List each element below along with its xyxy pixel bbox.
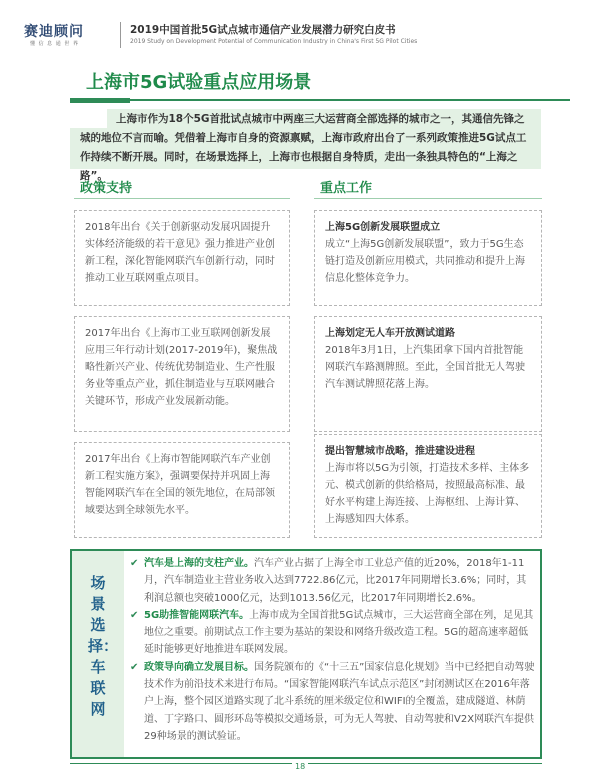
policy-heading-line [74, 198, 290, 199]
check-icon: ✔ [130, 609, 139, 621]
policy-text: 2018年出台《关于创新驱动发展巩固提升实体经济能级的若干意见》强力推进产业创新工程，深化智能网联汽车创新行动，同时推动工业互联网重点项目。 [85, 222, 275, 284]
work-title: 上海划定无人车开放测试道路 [325, 328, 455, 339]
work-box [314, 434, 542, 538]
work-text: 上海市将以5G为引领，打造技术多样、主体多元、模式创新的供给格局，按照最高标准、最好水平构建上海连接、上海枢纽、上海计算、上海感知四大体系。 [325, 463, 530, 525]
bullet-text: 上海市成为全国首批5G试点城市，三大运营商全部在列，足见其地位之重要。前期试点工作主要为基站的架设和网络升级改造工程。5G的超高速率超低延时能够更好地推进车联网发展。 [144, 609, 534, 656]
work-title: 提出智慧城市战略，推进建设进程 [325, 446, 475, 457]
check-icon: ✔ [130, 558, 139, 569]
work-heading-line [314, 198, 542, 199]
logo: 赛迪顾问 [24, 24, 84, 40]
work-text: 成立“上海5G创新发展联盟”，致力于5G生态链打造及创新应用模式，共同推动和提升上海信息化整体竞争力。 [325, 239, 525, 284]
header-divider [120, 22, 121, 48]
bullet-title: 汽车是上海的支柱产业。 [144, 558, 254, 569]
page-number: 18 [292, 762, 308, 771]
work-heading: 重点工作 [320, 181, 373, 196]
page-header [0, 0, 600, 60]
policy-text: 2017年出台《上海市智能网联汽车产业创新工程实施方案》，强调要保持并巩固上海智能网联汽车在全国的领先地位，在局部领域要达到全球领先水平。 [85, 454, 275, 516]
policy-text: 2017年出台《上海市工业互联网创新发展应用三年行动计划(2017-2019年)，聚焦战略性新兴产业、传统优势制造业、生产性服务业等重点产业，抓住制造业与互联网融合关键环节，形成产业发展新动能。 [85, 328, 278, 407]
policy-box [74, 442, 290, 538]
bullet-title: 政策导向确立发展目标。 [144, 661, 254, 673]
title-accent-bar [70, 98, 130, 103]
work-title: 上海5G创新发展联盟成立 [325, 222, 441, 233]
work-box [314, 316, 542, 432]
policy-box [74, 210, 290, 306]
list-item [130, 555, 536, 607]
scene-section [70, 549, 542, 759]
bullet-title: 5G助推智能网联汽车。 [144, 609, 250, 621]
work-text: 2018年3月1日，上汽集团拿下国内首批智能网联汽车路测牌照。至此，全国首批无人驾驶汽车测试牌照花落上海。 [325, 345, 525, 390]
policy-heading: 政策支持 [80, 181, 133, 196]
list-item [130, 607, 536, 659]
scene-bullets [130, 555, 536, 745]
work-box [314, 210, 542, 306]
bullet-text: 汽车产业占据了上海全市工业总产值的近20%，2018年1-11月，汽车制造业主营业务收入达到7722.86亿元，比2017年同期增长3.6%；同时，其利润总额也突破1000亿元，达到1013.56亿元，比2017年同期增长2.6%。 [144, 558, 527, 604]
list-item [130, 659, 536, 745]
section-title: 上海市5G试验重点应用场景 [86, 72, 312, 93]
logo-tagline: 懂 信 息 通 世 界 [30, 41, 79, 47]
intro-paragraph: 上海市作为18个5G首批试点城市中两座三大运营商全部选择的城市之一，其通信先锋之城的地位不言而喻。凭借着上海市自身的资源禀赋，上海市政府出台了一系列政策推进5G试点工作持续不断开展。同时，在场景选择上，上海市也根据自身特质，走出一条独具特色的“上海之路”。 [80, 113, 527, 182]
title-underline [70, 99, 570, 101]
bullet-text: 国务院颁布的《“十三五”国家信息化规划》当中已经把自动驾驶技术作为前沿技术来进行布局。“国家智能网联汽车试点示范区”封闭测试区在2016年落户上海，整个园区道路实现了北斗系统的厘米级定位和WIFI的全覆盖，建成隧道、林荫道、丁字路口、圆形环岛等模拟交通场景，可为无人驾驶、自动驾驶和V2X网联汽车提供29种场景的测试验证。 [144, 661, 535, 742]
document-subtitle: 2019 Study on Development Potential of Communication Industry in China's First 5G Pilot Cities [130, 38, 418, 45]
document-title: 2019中国首批5G试点城市通信产业发展潜力研究白皮书 [130, 24, 396, 36]
scene-label-panel [72, 551, 124, 757]
scene-label: 场景选择：车联网 [88, 574, 119, 718]
check-icon: ✔ [130, 661, 139, 673]
policy-box [74, 316, 290, 432]
